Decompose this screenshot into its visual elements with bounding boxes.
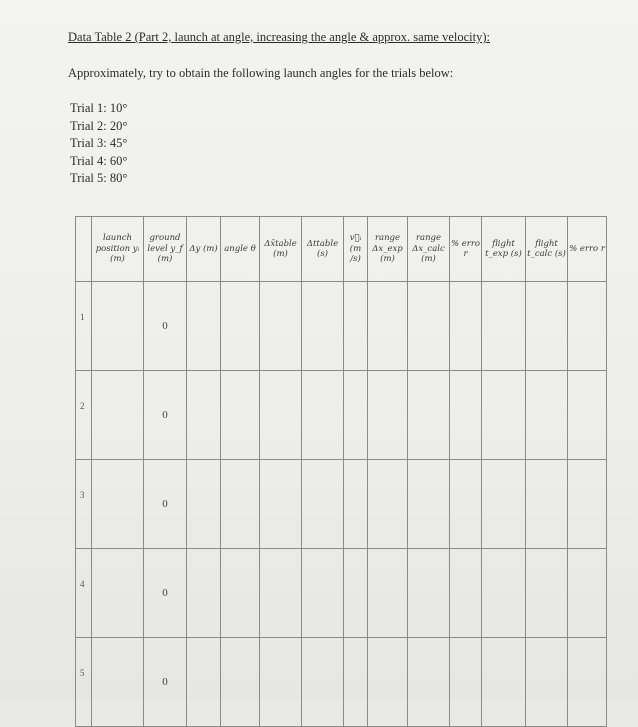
cell-angle[interactable] — [221, 549, 260, 638]
header-cell-range-exp: range Δx_exp (m) — [368, 217, 408, 282]
trial-angle-list — [70, 100, 127, 188]
cell-delta-t-table[interactable] — [302, 549, 344, 638]
header-cell-velocity: v⃗ᵢ (m /s) — [344, 217, 368, 282]
cell-ground-level: 0 — [144, 282, 187, 371]
cell-launch-position[interactable] — [92, 460, 144, 549]
header-cell-delta-t-table: Δttable (s) — [302, 217, 344, 282]
cell-delta-y[interactable] — [187, 549, 221, 638]
data-table-title: Data Table 2 (Part 2, launch at angle, increasing the angle & approx. same velocity): — [68, 30, 491, 44]
cell-ground-level: 0 — [144, 549, 187, 638]
cell-flight-exp[interactable] — [482, 638, 526, 727]
cell-delta-y[interactable] — [187, 460, 221, 549]
header-row — [76, 217, 607, 282]
cell-range-calc[interactable] — [408, 371, 450, 460]
table-row — [76, 371, 607, 460]
cell-range-exp[interactable] — [368, 638, 408, 727]
header-cell-flight-exp: flight t_exp (s) — [482, 217, 526, 282]
header-cell-ground-level: ground level y_f (m) — [144, 217, 187, 282]
cell-range-calc[interactable] — [408, 460, 450, 549]
cell-ground-level: 0 — [144, 371, 187, 460]
cell-angle[interactable] — [221, 282, 260, 371]
cell-delta-t-table[interactable] — [302, 371, 344, 460]
cell-velocity[interactable] — [344, 282, 368, 371]
cell-delta-t-table[interactable] — [302, 638, 344, 727]
cell-flight-error[interactable] — [568, 549, 607, 638]
header-cell-flight-error: % erro r — [568, 217, 607, 282]
cell-angle[interactable] — [221, 371, 260, 460]
cell-flight-error[interactable] — [568, 638, 607, 727]
cell-flight-exp[interactable] — [482, 549, 526, 638]
cell-velocity[interactable] — [344, 371, 368, 460]
cell-launch-position[interactable] — [92, 549, 144, 638]
cell-flight-error[interactable] — [568, 371, 607, 460]
cell-angle[interactable] — [221, 638, 260, 727]
cell-velocity[interactable] — [344, 638, 368, 727]
trial-item: Trial 3: 45° — [70, 136, 128, 150]
cell-flight-error[interactable] — [568, 460, 607, 549]
cell-flight-calc[interactable] — [526, 549, 568, 638]
cell-delta-y[interactable] — [187, 282, 221, 371]
row-number: 3 — [76, 460, 92, 549]
cell-delta-y[interactable] — [187, 638, 221, 727]
header-cell-range-calc: range Δx_calc (m) — [408, 217, 450, 282]
cell-range-error[interactable] — [450, 282, 482, 371]
cell-delta-x-table[interactable] — [260, 460, 302, 549]
cell-launch-position[interactable] — [92, 371, 144, 460]
cell-velocity[interactable] — [344, 549, 368, 638]
cell-flight-calc[interactable] — [526, 638, 568, 727]
cell-range-error[interactable] — [450, 371, 482, 460]
header-cell-range-error: % erro r — [450, 217, 482, 282]
table-row — [76, 282, 607, 371]
cell-range-calc[interactable] — [408, 282, 450, 371]
cell-range-error[interactable] — [450, 460, 482, 549]
cell-flight-exp[interactable] — [482, 371, 526, 460]
trial-item: Trial 4: 60° — [70, 153, 128, 168]
cell-flight-calc[interactable] — [526, 282, 568, 371]
table-row — [76, 549, 607, 638]
cell-range-calc[interactable] — [408, 638, 450, 727]
cell-flight-exp[interactable] — [482, 460, 526, 549]
table-row — [76, 638, 607, 727]
data-table — [75, 216, 607, 727]
cell-delta-x-table[interactable] — [260, 282, 302, 371]
cell-range-calc[interactable] — [408, 549, 450, 638]
cell-flight-calc[interactable] — [526, 371, 568, 460]
header-cell-launch-position: launch position yᵢ (m) — [92, 217, 144, 282]
row-number: 4 — [76, 549, 92, 638]
cell-flight-calc[interactable] — [526, 460, 568, 549]
row-number: 2 — [76, 371, 92, 460]
cell-delta-t-table[interactable] — [302, 282, 344, 371]
cell-range-error[interactable] — [450, 549, 482, 638]
cell-range-exp[interactable] — [368, 371, 408, 460]
cell-launch-position[interactable] — [92, 282, 144, 371]
header-cell-angle: angle θ — [221, 217, 260, 282]
cell-range-error[interactable] — [450, 638, 482, 727]
row-number: 5 — [76, 638, 92, 727]
cell-delta-x-table[interactable] — [260, 638, 302, 727]
cell-delta-x-table[interactable] — [260, 549, 302, 638]
cell-range-exp[interactable] — [368, 282, 408, 371]
cell-ground-level: 0 — [144, 460, 187, 549]
cell-range-exp[interactable] — [368, 549, 408, 638]
trial-item: Trial 5: 80° — [70, 171, 128, 185]
trial-item: Trial 2: 20° — [70, 118, 128, 133]
cell-flight-exp[interactable] — [482, 282, 526, 371]
cell-launch-position[interactable] — [92, 638, 144, 727]
cell-delta-x-table[interactable] — [260, 371, 302, 460]
instructions: Approximately, try to obtain the following launch angles for the trials below: — [68, 66, 454, 80]
cell-ground-level: 0 — [144, 638, 187, 727]
cell-delta-t-table[interactable] — [302, 460, 344, 549]
table-row — [76, 460, 607, 549]
cell-delta-y[interactable] — [187, 371, 221, 460]
row-number: 1 — [76, 282, 92, 371]
header-cell-index — [76, 217, 92, 282]
header-cell-delta-x-table: Δx̄table (m) — [260, 217, 302, 282]
cell-angle[interactable] — [221, 460, 260, 549]
cell-range-exp[interactable] — [368, 460, 408, 549]
header-cell-flight-calc: flight t_calc (s) — [526, 217, 568, 282]
cell-velocity[interactable] — [344, 460, 368, 549]
cell-flight-error[interactable] — [568, 282, 607, 371]
trial-item: Trial 1: 10° — [70, 101, 128, 115]
header-cell-delta-y: Δy (m) — [187, 217, 221, 282]
